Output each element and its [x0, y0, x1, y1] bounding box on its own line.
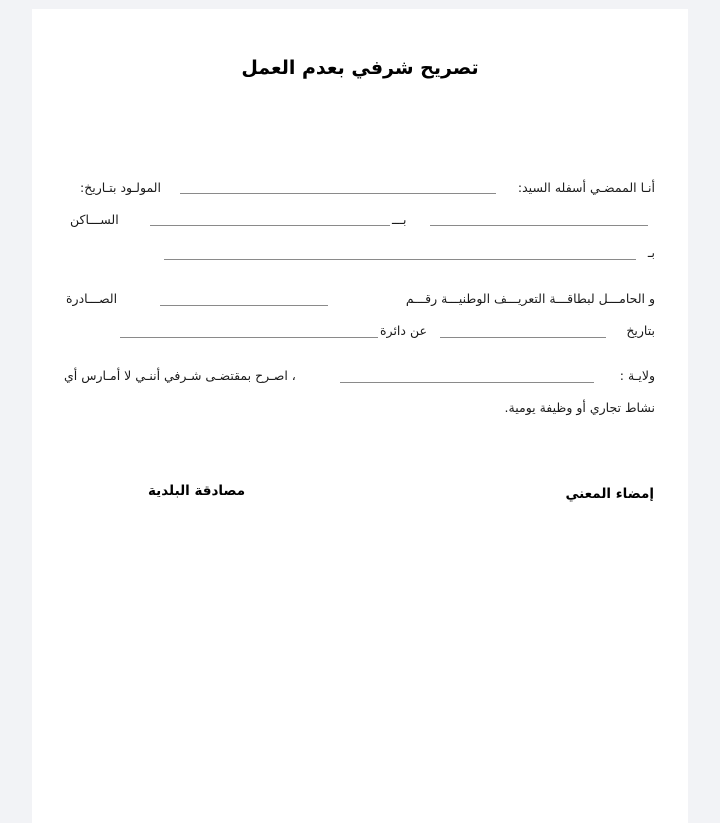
birth-place-field[interactable] [150, 225, 390, 226]
declaration-text-continued: نشاط تجاري أو وظيفة يومية. [504, 400, 655, 415]
declaration-text: ، اصـرح بمقتضـى شـرفي أننـي لا أمـارس أي [64, 368, 296, 383]
birth-date-field[interactable] [430, 225, 648, 226]
birth-date-label: المولـود بتـاريخ: [80, 180, 161, 195]
document-title: تصريح شرفي بعدم العمل [241, 57, 479, 79]
applicant-signature-label: إمضاء المعني [565, 486, 654, 502]
birth-place-label: بـــ [392, 212, 407, 227]
address-field[interactable] [164, 259, 636, 260]
municipality-stamp-label: مصادقة البلدية [148, 483, 246, 499]
province-field[interactable] [340, 382, 594, 383]
declarant-label: أنـا الممضـي أسفله السيد: [517, 180, 655, 195]
document-page [32, 9, 688, 823]
district-label: عن دائرة [380, 323, 427, 338]
province-label: ولايـة : [619, 368, 655, 383]
issued-label: الصـــادرة [66, 291, 118, 306]
residence-label: الســـاكن [70, 212, 119, 227]
declarant-name-field[interactable] [180, 193, 496, 194]
issue-date-field[interactable] [440, 337, 606, 338]
issue-date-label: بتاريخ [626, 323, 655, 338]
district-field[interactable] [120, 337, 378, 338]
address-label: بـ [647, 245, 655, 260]
id-card-number-field[interactable] [160, 305, 328, 306]
id-card-label: و الحامـــل لبطاقـــة التعريـــف الوطنيـــة رقـــم [405, 291, 655, 306]
